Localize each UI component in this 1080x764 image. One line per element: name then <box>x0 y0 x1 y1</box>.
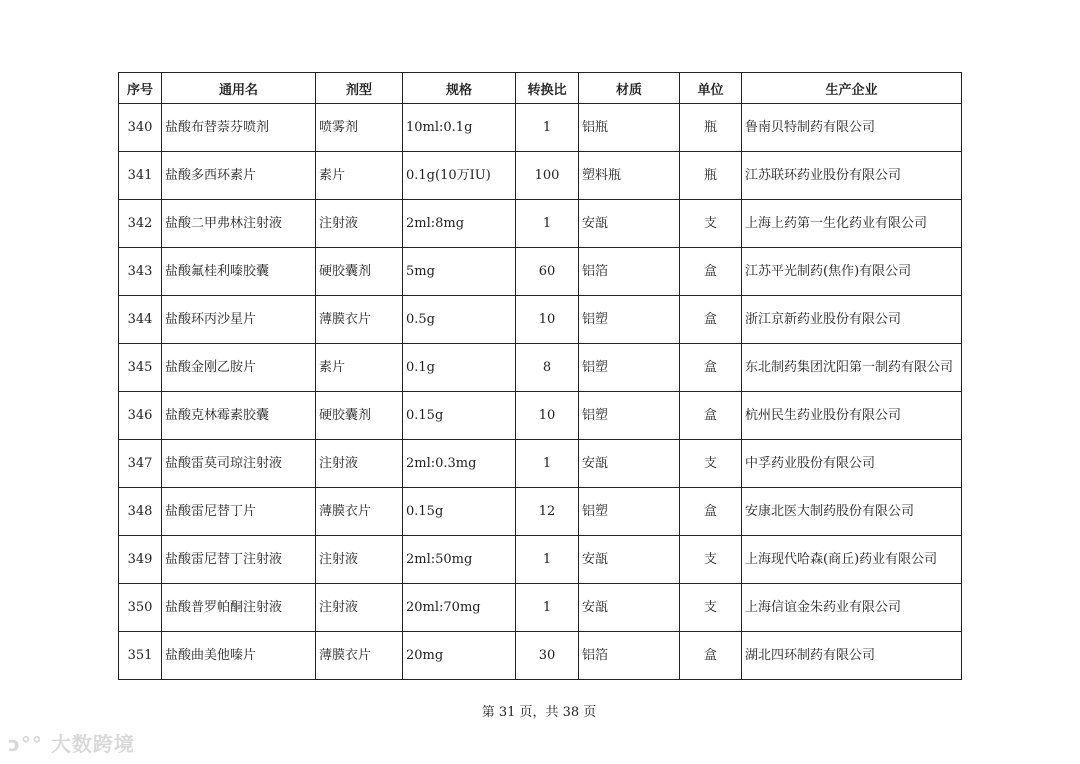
cell-conversion-ratio: 1 <box>516 104 579 152</box>
cell-spec: 20ml:70mg <box>403 584 516 632</box>
cell-generic-name: 盐酸普罗帕酮注射液 <box>162 584 316 632</box>
cell-manufacturer: 浙江京新药业股份有限公司 <box>742 296 962 344</box>
cell-generic-name: 盐酸雷尼替丁片 <box>162 488 316 536</box>
cell-material: 安瓿 <box>579 584 680 632</box>
header-conversion-ratio: 转换比 <box>516 73 579 104</box>
cell-unit: 支 <box>680 440 742 488</box>
table-row <box>119 248 962 296</box>
header-spec: 规格 <box>403 73 516 104</box>
cell-unit: 盒 <box>680 632 742 680</box>
cell-dosage-form: 注射液 <box>316 536 403 584</box>
cell-manufacturer: 江苏联环药业股份有限公司 <box>742 152 962 200</box>
cell-conversion-ratio: 10 <box>516 392 579 440</box>
cell-dosage-form: 硬胶囊剂 <box>316 392 403 440</box>
cell-generic-name: 盐酸曲美他嗪片 <box>162 632 316 680</box>
cell-generic-name: 盐酸雷尼替丁注射液 <box>162 536 316 584</box>
cell-generic-name: 盐酸金刚乙胺片 <box>162 344 316 392</box>
cell-dosage-form: 素片 <box>316 152 403 200</box>
header-row <box>119 73 962 104</box>
table-row <box>119 296 962 344</box>
cell-material: 铝箔 <box>579 632 680 680</box>
cell-conversion-ratio: 30 <box>516 632 579 680</box>
cell-material: 塑料瓶 <box>579 152 680 200</box>
cell-generic-name: 盐酸克林霉素胶囊 <box>162 392 316 440</box>
table-row <box>119 152 962 200</box>
cell-spec: 2ml:8mg <box>403 200 516 248</box>
cell-manufacturer: 鲁南贝特制药有限公司 <box>742 104 962 152</box>
cell-conversion-ratio: 1 <box>516 584 579 632</box>
cell-dosage-form: 注射液 <box>316 200 403 248</box>
cell-conversion-ratio: 1 <box>516 536 579 584</box>
cell-material: 铝塑 <box>579 392 680 440</box>
cell-seq: 342 <box>119 200 162 248</box>
cell-manufacturer: 中孚药业股份有限公司 <box>742 440 962 488</box>
table-row <box>119 440 962 488</box>
cell-material: 铝塑 <box>579 296 680 344</box>
cell-dosage-form: 硬胶囊剂 <box>316 248 403 296</box>
cell-conversion-ratio: 1 <box>516 440 579 488</box>
cell-seq: 341 <box>119 152 162 200</box>
header-dosage-form: 剂型 <box>316 73 403 104</box>
cell-conversion-ratio: 8 <box>516 344 579 392</box>
drug-table <box>118 72 962 680</box>
table-row <box>119 344 962 392</box>
header-unit: 单位 <box>680 73 742 104</box>
table-row <box>119 536 962 584</box>
cell-seq: 350 <box>119 584 162 632</box>
cell-unit: 支 <box>680 584 742 632</box>
cell-unit: 瓶 <box>680 104 742 152</box>
cell-dosage-form: 注射液 <box>316 584 403 632</box>
cell-manufacturer: 湖北四环制药有限公司 <box>742 632 962 680</box>
cell-conversion-ratio: 10 <box>516 296 579 344</box>
cell-unit: 盒 <box>680 392 742 440</box>
cell-conversion-ratio: 60 <box>516 248 579 296</box>
cell-seq: 346 <box>119 392 162 440</box>
cell-manufacturer: 上海上药第一生化药业有限公司 <box>742 200 962 248</box>
cell-unit: 盒 <box>680 488 742 536</box>
cell-conversion-ratio: 12 <box>516 488 579 536</box>
cell-material: 安瓿 <box>579 440 680 488</box>
cell-spec: 0.1g(10万IU) <box>403 152 516 200</box>
table-row <box>119 392 962 440</box>
cell-spec: 10ml:0.1g <box>403 104 516 152</box>
table-row <box>119 104 962 152</box>
cell-seq: 347 <box>119 440 162 488</box>
cell-seq: 345 <box>119 344 162 392</box>
cell-material: 铝箔 <box>579 248 680 296</box>
cell-conversion-ratio: 1 <box>516 200 579 248</box>
cell-spec: 0.15g <box>403 392 516 440</box>
cell-spec: 20mg <box>403 632 516 680</box>
cell-manufacturer: 江苏平光制药(焦作)有限公司 <box>742 248 962 296</box>
cell-generic-name: 盐酸氟桂利嗪胶囊 <box>162 248 316 296</box>
cell-generic-name: 盐酸二甲弗林注射液 <box>162 200 316 248</box>
cell-unit: 盒 <box>680 344 742 392</box>
cell-spec: 5mg <box>403 248 516 296</box>
table-row <box>119 200 962 248</box>
table-row <box>119 584 962 632</box>
cell-manufacturer: 上海信谊金朱药业有限公司 <box>742 584 962 632</box>
cell-material: 铝塑 <box>579 488 680 536</box>
cell-material: 安瓿 <box>579 200 680 248</box>
cell-spec: 0.15g <box>403 488 516 536</box>
cell-unit: 支 <box>680 536 742 584</box>
header-manufacturer: 生产企业 <box>742 73 962 104</box>
cell-dosage-form: 注射液 <box>316 440 403 488</box>
header-generic-name: 通用名 <box>162 73 316 104</box>
cell-manufacturer: 杭州民生药业股份有限公司 <box>742 392 962 440</box>
cell-seq: 344 <box>119 296 162 344</box>
cell-generic-name: 盐酸雷莫司琼注射液 <box>162 440 316 488</box>
cell-spec: 0.5g <box>403 296 516 344</box>
cell-spec: 2ml:50mg <box>403 536 516 584</box>
cell-dosage-form: 素片 <box>316 344 403 392</box>
cell-generic-name: 盐酸布替萘芬喷剂 <box>162 104 316 152</box>
cell-seq: 348 <box>119 488 162 536</box>
cell-unit: 盒 <box>680 248 742 296</box>
table-row <box>119 488 962 536</box>
header-seq: 序号 <box>119 73 162 104</box>
cell-material: 铝瓶 <box>579 104 680 152</box>
cell-manufacturer: 安康北医大制药股份有限公司 <box>742 488 962 536</box>
cell-dosage-form: 薄膜衣片 <box>316 632 403 680</box>
cell-seq: 340 <box>119 104 162 152</box>
cell-dosage-form: 薄膜衣片 <box>316 296 403 344</box>
cell-conversion-ratio: 100 <box>516 152 579 200</box>
cell-seq: 351 <box>119 632 162 680</box>
table-row <box>119 632 962 680</box>
cell-spec: 0.1g <box>403 344 516 392</box>
cell-unit: 盒 <box>680 296 742 344</box>
cell-dosage-form: 喷雾剂 <box>316 104 403 152</box>
cell-spec: 2ml:0.3mg <box>403 440 516 488</box>
cell-unit: 瓶 <box>680 152 742 200</box>
cell-material: 安瓿 <box>579 536 680 584</box>
cell-dosage-form: 薄膜衣片 <box>316 488 403 536</box>
cell-seq: 349 <box>119 536 162 584</box>
header-material: 材质 <box>579 73 680 104</box>
page-number: 第 31 页，共 38 页 <box>481 705 597 720</box>
cell-generic-name: 盐酸多西环素片 <box>162 152 316 200</box>
cell-manufacturer: 上海现代哈森(商丘)药业有限公司 <box>742 536 962 584</box>
watermark-logo: ↄ°° 大数跨境 <box>8 732 135 756</box>
cell-manufacturer: 东北制药集团沈阳第一制药有限公司 <box>742 344 962 392</box>
cell-seq: 343 <box>119 248 162 296</box>
cell-material: 铝塑 <box>579 344 680 392</box>
cell-unit: 支 <box>680 200 742 248</box>
cell-generic-name: 盐酸环丙沙星片 <box>162 296 316 344</box>
